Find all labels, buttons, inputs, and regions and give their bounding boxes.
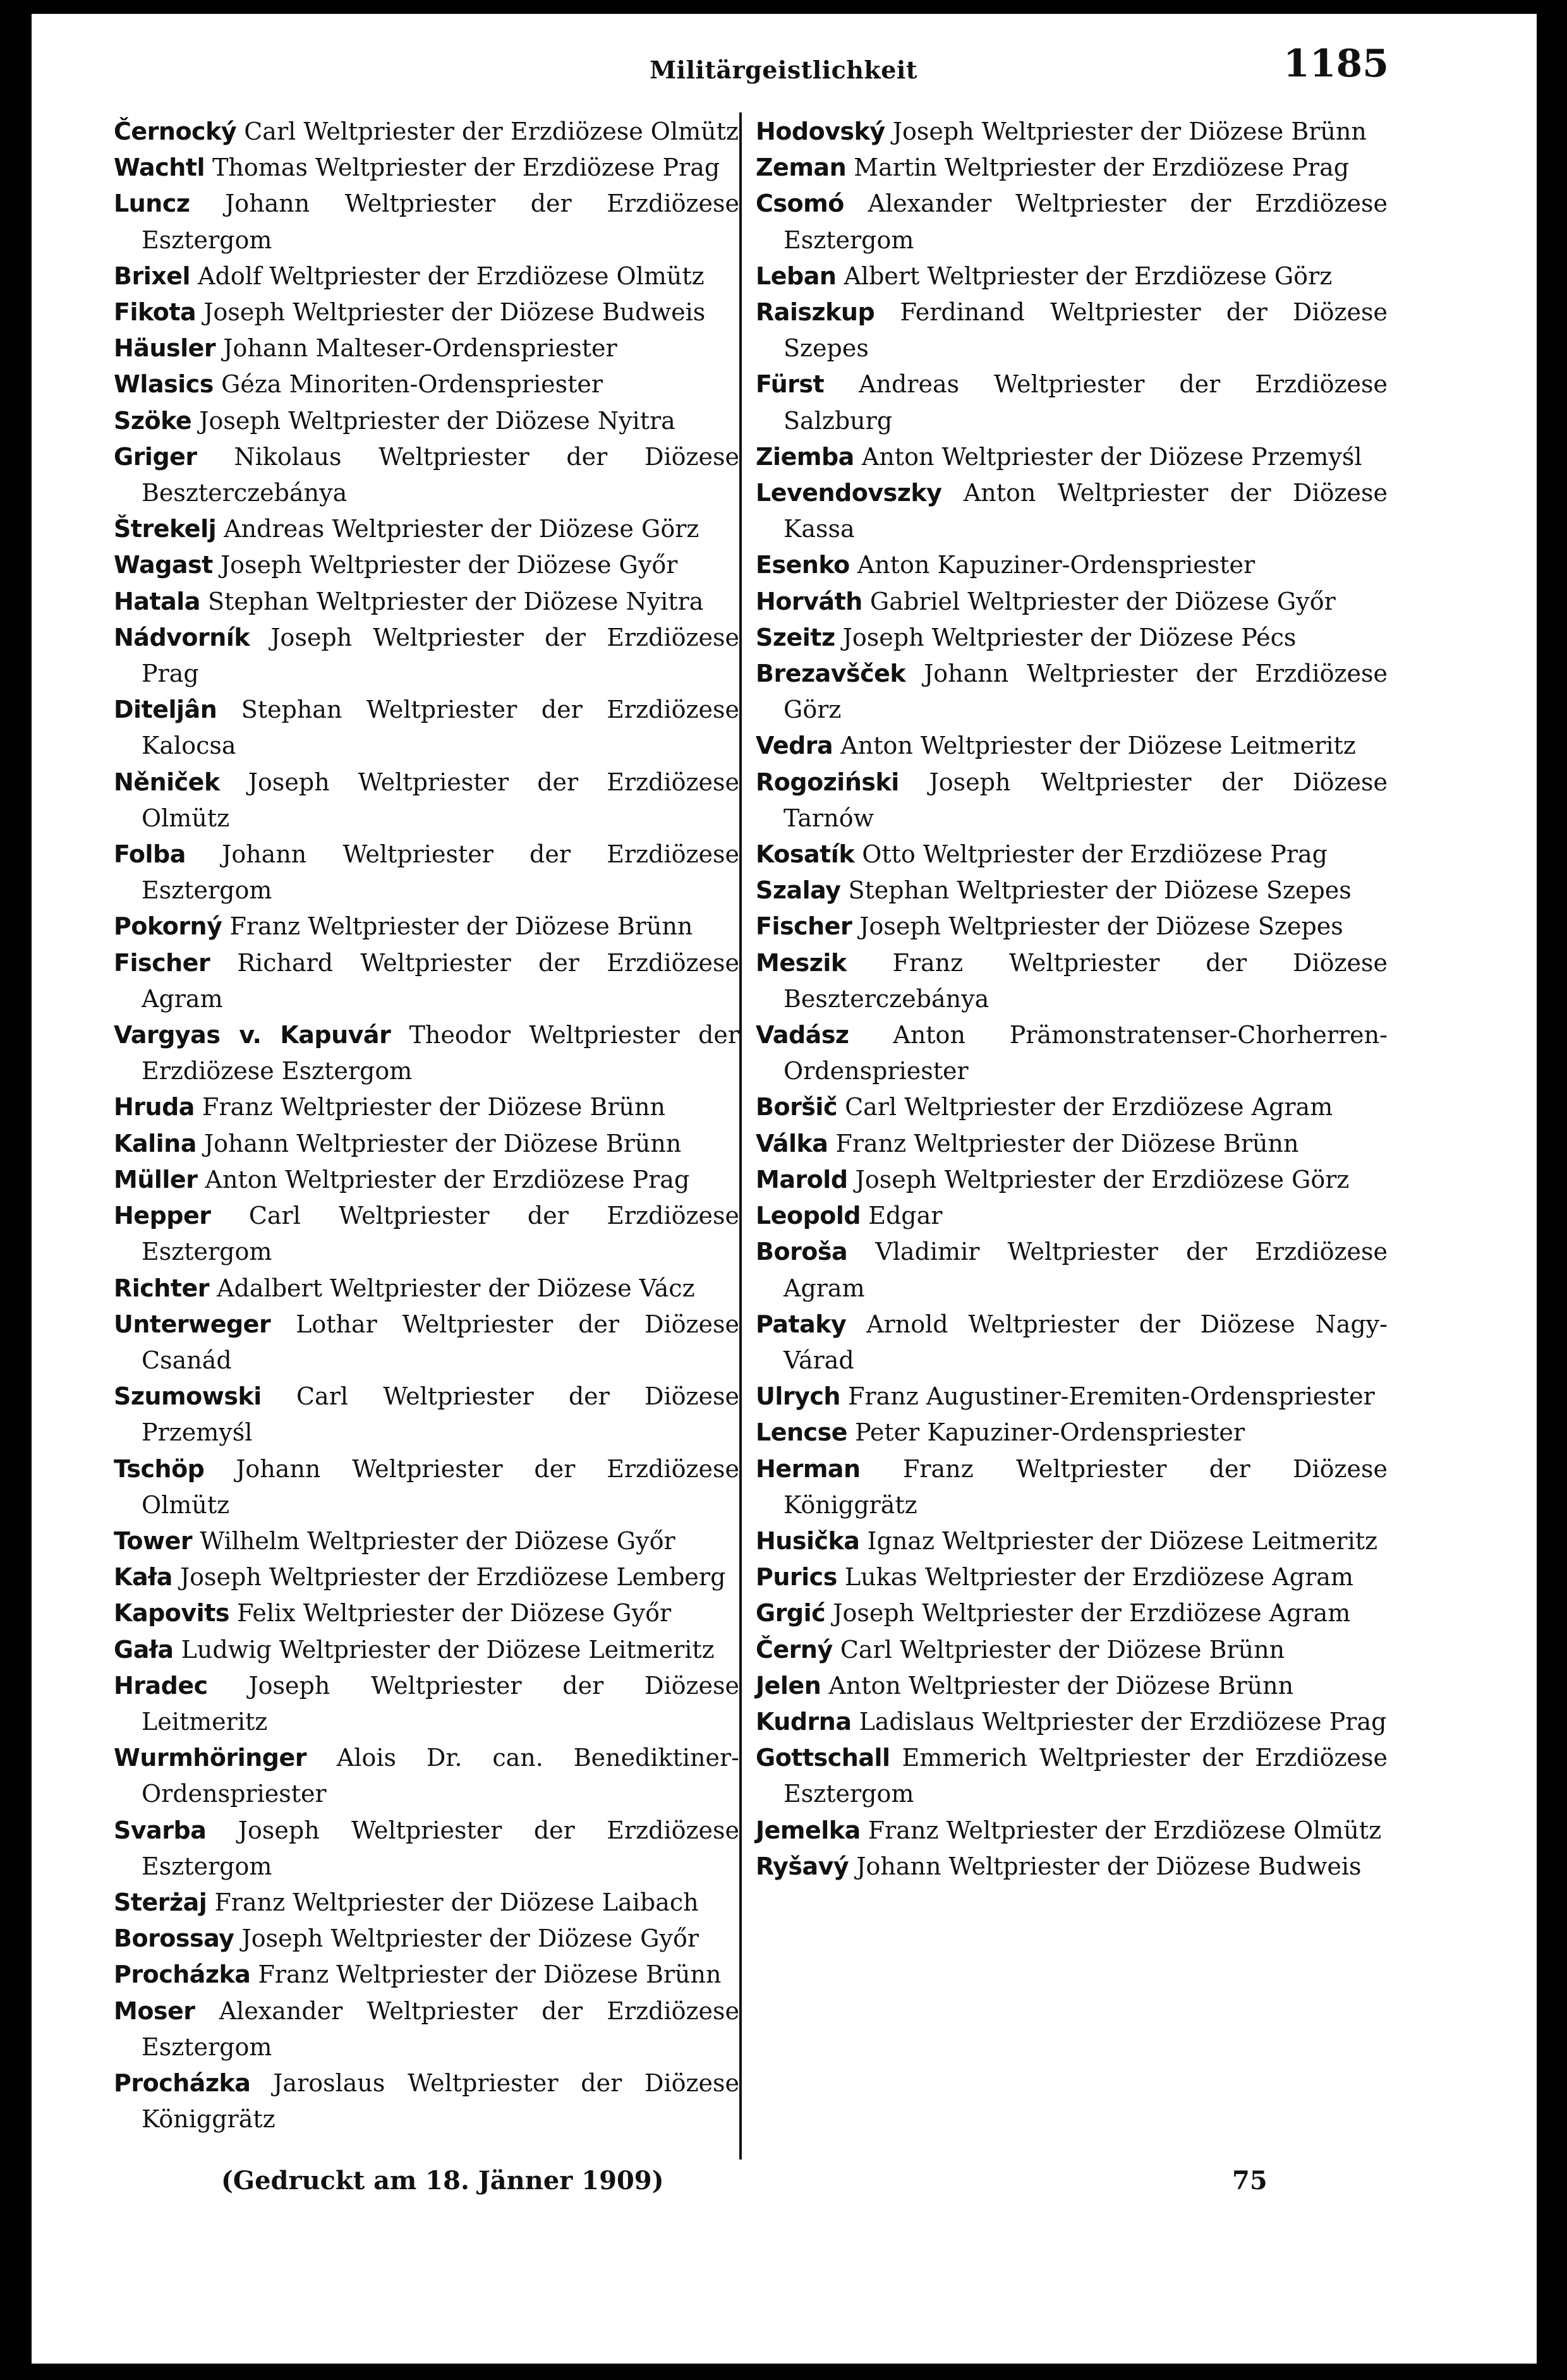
list-entry [114, 1921, 739, 1957]
entry-description: Ladislaus Weltpriester der Erzdiözese Prag [859, 1707, 1387, 1736]
list-entry [756, 366, 1388, 438]
entry-surname: Fürst [756, 370, 825, 399]
entry-description: Adolf Weltpriester der Erzdiözese Olmütz [198, 262, 705, 290]
entry-surname: Wurmhöringer [114, 1744, 306, 1772]
list-entry [756, 1849, 1388, 1885]
list-entry [756, 1595, 1388, 1631]
entry-surname: Zeman [756, 154, 847, 182]
entry-description: Géza Minoriten-Ordenspriester [221, 370, 603, 399]
list-entry [114, 945, 739, 1017]
list-entry [756, 1162, 1388, 1198]
entry-description: Anton Weltpriester der Diözese Brünn [828, 1671, 1294, 1700]
entry-surname: Černocký [114, 118, 237, 145]
list-entry [114, 330, 739, 366]
list-entry [114, 1559, 739, 1595]
list-entry [114, 1307, 739, 1379]
running-header-title: Militärgeistlichkeit [650, 56, 917, 84]
list-entry [114, 1993, 739, 2065]
list-entry [114, 439, 739, 511]
entry-description: Alois Dr. can. Benediktiner-Ordenspriester [142, 1744, 739, 1808]
entry-description: Felix Weltpriester der Diözese Győr [237, 1599, 672, 1628]
list-entry [756, 945, 1388, 1017]
entry-description: Franz Weltpriester der Diözese Brünn [258, 1960, 722, 1989]
entry-description: Franz Weltpriester der Diözese Königgrätz [784, 1454, 1388, 1519]
entry-surname: Vedra [756, 732, 833, 760]
list-entry [114, 1668, 739, 1740]
entry-surname: Hruda [114, 1093, 195, 1121]
entry-description: Carl Weltpriester der Erzdiözese Esztergom [142, 1202, 739, 1266]
list-entry [114, 1126, 739, 1162]
entry-description: Joseph Weltpriester der Erzdiözese Görz [855, 1165, 1350, 1193]
list-entry [114, 764, 739, 837]
entry-description: Joseph Weltpriester der Erzdiözese Prag [142, 623, 739, 688]
entry-surname: Gała [114, 1635, 174, 1664]
entry-description: Edgar [868, 1202, 943, 1230]
list-entry [756, 150, 1388, 186]
list-entry [114, 909, 739, 945]
list-entry [114, 1089, 739, 1125]
entry-surname: Leban [756, 262, 837, 290]
entry-surname: Procházka [114, 1960, 251, 1989]
entry-surname: Tower [114, 1526, 193, 1555]
list-entry [114, 692, 739, 764]
list-entry [114, 1379, 739, 1451]
list-entry [114, 1523, 739, 1559]
entry-surname: Meszik [756, 948, 847, 977]
entry-surname: Vargyas v. Kapuvár [114, 1021, 391, 1049]
list-entry [756, 1523, 1388, 1559]
entry-surname: Svarba [114, 1816, 207, 1844]
entry-surname: Müller [114, 1165, 198, 1193]
entry-description: Andreas Weltpriester der Diözese Görz [224, 515, 699, 543]
list-entry [756, 439, 1388, 475]
list-entry [756, 1451, 1388, 1523]
entry-description: Franz Weltpriester der Erzdiözese Olmütz [868, 1816, 1382, 1844]
entry-description: Joseph Weltpriester der Erzdiözese Esztergom [142, 1816, 739, 1880]
list-entry [756, 475, 1388, 547]
entry-description: Emmerich Weltpriester der Erzdiözese Esztergom [784, 1744, 1388, 1808]
entry-surname: Griger [114, 442, 197, 471]
list-entry [756, 837, 1388, 873]
entry-surname: Diteljân [114, 696, 217, 724]
entry-description: Franz Weltpriester der Diözese Beszterczebánya [784, 948, 1388, 1013]
entry-surname: Herman [756, 1454, 861, 1483]
entry-surname: Hepper [114, 1202, 211, 1230]
list-entry [756, 294, 1388, 366]
list-entry [114, 186, 739, 258]
page-number: 1185 [1283, 42, 1389, 86]
entry-description: Anton Weltpriester der Diözese Kassa [784, 479, 1388, 543]
scan-border-right [1537, 0, 1567, 2380]
entry-surname: Grgić [756, 1599, 826, 1628]
entry-surname: Purics [756, 1563, 837, 1592]
entry-surname: Kalina [114, 1129, 197, 1157]
entry-description: Andreas Weltpriester der Erzdiözese Salzburg [784, 370, 1388, 435]
list-entry [114, 1813, 739, 1885]
scan-border-top [0, 0, 1567, 14]
entry-description: Alexander Weltpriester der Erzdiözese Esztergom [784, 190, 1388, 254]
entry-description: Johann Malteser-Ordenspriester [223, 334, 617, 363]
entry-surname: Něniček [114, 768, 220, 796]
list-entry [114, 294, 739, 330]
entry-description: Joseph Weltpriester der Diözese Budweis [203, 298, 706, 327]
list-entry [756, 1632, 1388, 1668]
entry-surname: Štrekelj [114, 515, 217, 543]
list-entry [756, 114, 1388, 150]
list-entry [114, 1271, 739, 1307]
scan-border-bottom [0, 2364, 1567, 2380]
list-entry [114, 114, 739, 150]
entry-description: Ignaz Weltpriester der Diözese Leitmeritz [867, 1526, 1378, 1555]
entry-description: Ludwig Weltpriester der Diözese Leitmeritz [181, 1635, 715, 1664]
entry-description: Adalbert Weltpriester der Diözese Vácz [217, 1274, 695, 1302]
list-entry [756, 620, 1388, 656]
entry-surname: Jemelka [756, 1816, 861, 1844]
entry-surname: Hatala [114, 587, 200, 615]
entry-surname: Wachtl [114, 154, 205, 182]
entry-surname: Válka [756, 1129, 828, 1157]
entry-description: Joseph Weltpriester der Diözese Leitmeritz [142, 1671, 739, 1736]
entry-surname: Fikota [114, 298, 197, 327]
entry-description: Joseph Weltpriester der Diözese Győr [241, 1924, 699, 1953]
entry-description: Joseph Weltpriester der Erzdiözese Lemberg [179, 1563, 726, 1592]
right-column [756, 114, 1388, 1885]
entry-surname: Brezavšček [756, 660, 906, 688]
entry-surname: Moser [114, 1996, 195, 2025]
entry-surname: Nádvorník [114, 623, 250, 651]
entry-surname: Pokorný [114, 912, 222, 941]
entry-surname: Pataky [756, 1310, 847, 1338]
entry-description: Franz Weltpriester der Diözese Brünn [202, 1093, 665, 1121]
entry-surname: Leopold [756, 1202, 861, 1230]
list-entry [756, 1740, 1388, 1812]
entry-description: Carl Weltpriester der Erzdiözese Olmütz [244, 118, 739, 145]
scan-border-left [0, 0, 32, 2380]
entry-description: Theodor Weltpriester der Erzdiözese Esztergom [142, 1021, 739, 1085]
entry-surname: Boroša [756, 1238, 848, 1266]
list-entry [756, 656, 1388, 728]
entry-description: Ferdinand Weltpriester der Diözese Szepes [784, 298, 1388, 363]
entry-surname: Boršič [756, 1093, 837, 1121]
entry-surname: Folba [114, 840, 186, 869]
entry-description: Joseph Weltpriester der Diözese Brünn [892, 118, 1367, 145]
entry-description: Joseph Weltpriester der Diözese Tarnów [784, 768, 1388, 832]
signature-number: 75 [1232, 2166, 1268, 2196]
entry-description: Richard Weltpriester der Erzdiözese Agram [142, 948, 739, 1013]
list-entry [114, 366, 739, 402]
entry-surname: Wagast [114, 551, 213, 579]
entry-description: Lothar Weltpriester der Diözese Csanád [142, 1310, 739, 1374]
entry-surname: Kosatík [756, 840, 855, 869]
list-entry [114, 403, 739, 439]
list-entry [756, 728, 1388, 764]
list-entry [114, 620, 739, 692]
entry-description: Otto Weltpriester der Erzdiözese Prag [862, 840, 1328, 869]
entry-description: Thomas Weltpriester der Erzdiözese Prag [212, 154, 720, 182]
entry-description: Anton Kapuziner-Ordenspriester [857, 551, 1255, 579]
entry-description: Joseph Weltpriester der Diözese Pécs [842, 623, 1297, 651]
list-entry [756, 1234, 1388, 1306]
list-entry [114, 1957, 739, 1993]
entry-description: Gabriel Weltpriester der Diözese Győr [869, 587, 1336, 615]
entry-description: Arnold Weltpriester der Diözese Nagy-Várad [784, 1310, 1388, 1374]
entry-description: Jaroslaus Weltpriester der Diözese Königgrätz [142, 2069, 739, 2134]
entry-description: Carl Weltpriester der Diözese Przemyśl [142, 1382, 739, 1447]
entry-surname: Fischer [114, 948, 210, 977]
list-entry [114, 1885, 739, 1921]
entry-surname: Sterżaj [114, 1888, 207, 1916]
list-entry [756, 186, 1388, 258]
list-entry [114, 584, 739, 620]
entry-description: Vladimir Weltpriester der Erzdiözese Agram [784, 1238, 1388, 1302]
list-entry [756, 1415, 1388, 1451]
list-entry [114, 1451, 739, 1523]
entry-surname: Ulrych [756, 1382, 840, 1411]
list-entry [756, 1559, 1388, 1595]
entry-description: Joseph Weltpriester der Diözese Győr [220, 551, 678, 579]
list-entry [756, 1126, 1388, 1162]
entry-surname: Kapovits [114, 1599, 229, 1628]
entry-description: Johann Weltpriester der Erzdiözese Esztergom [142, 190, 739, 254]
entry-description: Anton Weltpriester der Diözese Przemyśl [861, 442, 1362, 471]
entry-surname: Häusler [114, 334, 216, 363]
list-entry [114, 258, 739, 294]
entry-surname: Szeitz [756, 623, 835, 651]
entry-description: Franz Weltpriester der Diözese Brünn [229, 912, 693, 941]
entry-description: Anton Weltpriester der Erzdiözese Prag [205, 1165, 690, 1193]
entry-surname: Szumowski [114, 1382, 262, 1411]
entry-surname: Esenko [756, 551, 850, 579]
entry-description: Nikolaus Weltpriester der Diözese Beszterczebánya [142, 442, 739, 507]
entry-description: Lukas Weltpriester der Erzdiözese Agram [844, 1563, 1353, 1592]
entry-description: Martin Weltpriester der Erzdiözese Prag [854, 154, 1350, 182]
entry-description: Carl Weltpriester der Erzdiözese Agram [845, 1093, 1333, 1121]
entry-description: Stephan Weltpriester der Diözese Szepes [848, 876, 1352, 905]
print-date-note: (Gedruckt am 18. Jänner 1909) [221, 2166, 664, 2196]
list-entry [756, 1379, 1388, 1415]
entry-surname: Tschöp [114, 1454, 205, 1483]
list-entry [756, 258, 1388, 294]
entry-description: Wilhelm Weltpriester der Diözese Győr [200, 1526, 675, 1555]
entry-description: Franz Augustiner-Eremiten-Ordenspriester [848, 1382, 1375, 1411]
entry-surname: Procházka [114, 2069, 251, 2097]
entry-description: Anton Prämonstratenser-Chorherren-Ordenspriester [784, 1021, 1388, 1085]
list-entry [756, 873, 1388, 909]
list-entry [114, 1017, 739, 1089]
list-entry [756, 1307, 1388, 1379]
list-entry [114, 1162, 739, 1198]
entry-description: Joseph Weltpriester der Erzdiözese Olmütz [142, 768, 739, 832]
entry-surname: Husička [756, 1526, 860, 1555]
entry-surname: Jelen [756, 1671, 821, 1700]
entry-description: Stephan Weltpriester der Diözese Nyitra [208, 587, 704, 615]
entry-surname: Lencse [756, 1418, 847, 1447]
entry-surname: Luncz [114, 190, 190, 218]
entry-surname: Hradec [114, 1671, 208, 1700]
left-column [114, 114, 739, 2137]
entry-surname: Szalay [756, 876, 841, 905]
list-entry [114, 511, 739, 547]
list-entry [756, 1704, 1388, 1740]
entry-description: Alexander Weltpriester der Erzdiözese Esztergom [142, 1996, 739, 2061]
column-divider [739, 112, 742, 2160]
entry-description: Joseph Weltpriester der Erzdiözese Agram [833, 1599, 1351, 1628]
entry-description: Johann Weltpriester der Erzdiözese Olmütz [142, 1454, 739, 1519]
entry-surname: Marold [756, 1165, 848, 1193]
entry-surname: Ziemba [756, 442, 854, 471]
entry-description: Johann Weltpriester der Diözese Budweis [856, 1852, 1362, 1880]
entry-description: Peter Kapuziner-Ordenspriester [855, 1418, 1245, 1447]
list-entry [114, 1198, 739, 1270]
entry-description: Carl Weltpriester der Diözese Brünn [840, 1635, 1285, 1664]
entry-surname: Hodovský [756, 118, 885, 145]
entry-surname: Fischer [756, 912, 852, 941]
list-entry [114, 2065, 739, 2137]
entry-surname: Csomó [756, 190, 844, 218]
entry-surname: Kała [114, 1563, 172, 1592]
entry-surname: Wlasics [114, 370, 214, 399]
entry-description: Albert Weltpriester der Erzdiözese Görz [844, 262, 1333, 290]
entry-surname: Vadász [756, 1021, 849, 1049]
entry-surname: Richter [114, 1274, 210, 1302]
entry-surname: Szöke [114, 406, 192, 435]
entry-description: Anton Weltpriester der Diözese Leitmeritz [840, 732, 1356, 760]
list-entry [114, 1740, 739, 1812]
list-entry [756, 764, 1388, 837]
list-entry [114, 150, 739, 186]
list-entry [756, 584, 1388, 620]
list-entry [756, 1017, 1388, 1089]
list-entry [114, 1632, 739, 1668]
entry-surname: Gottschall [756, 1744, 890, 1772]
entry-surname: Borossay [114, 1924, 234, 1953]
entry-surname: Brixel [114, 262, 191, 290]
entry-description: Johann Weltpriester der Diözese Brünn [203, 1129, 682, 1157]
entry-description: Joseph Weltpriester der Diözese Nyitra [199, 406, 675, 435]
entry-surname: Kudrna [756, 1707, 852, 1736]
entry-description: Stephan Weltpriester der Erzdiözese Kalocsa [142, 696, 739, 760]
entry-description: Franz Weltpriester der Diözese Brünn [835, 1129, 1299, 1157]
entry-surname: Černý [756, 1635, 833, 1664]
entry-surname: Unterweger [114, 1310, 271, 1338]
entry-description: Joseph Weltpriester der Diözese Szepes [859, 912, 1343, 941]
list-entry [114, 1595, 739, 1631]
entry-surname: Horváth [756, 587, 862, 615]
list-entry [756, 1198, 1388, 1234]
list-entry [756, 547, 1388, 583]
entry-description: Franz Weltpriester der Diözese Laibach [214, 1888, 699, 1916]
entry-surname: Ryšavý [756, 1852, 849, 1880]
list-entry [114, 837, 739, 909]
list-entry [756, 1668, 1388, 1704]
list-entry [756, 1813, 1388, 1849]
entry-surname: Rogoziński [756, 768, 899, 796]
list-entry [756, 909, 1388, 945]
list-entry [756, 1089, 1388, 1125]
entry-surname: Raiszkup [756, 298, 875, 327]
entry-surname: Levendovszky [756, 479, 942, 507]
entry-description: Johann Weltpriester der Erzdiözese Esztergom [142, 840, 739, 905]
list-entry [114, 547, 739, 583]
entry-description: Johann Weltpriester der Erzdiözese Görz [784, 660, 1388, 724]
